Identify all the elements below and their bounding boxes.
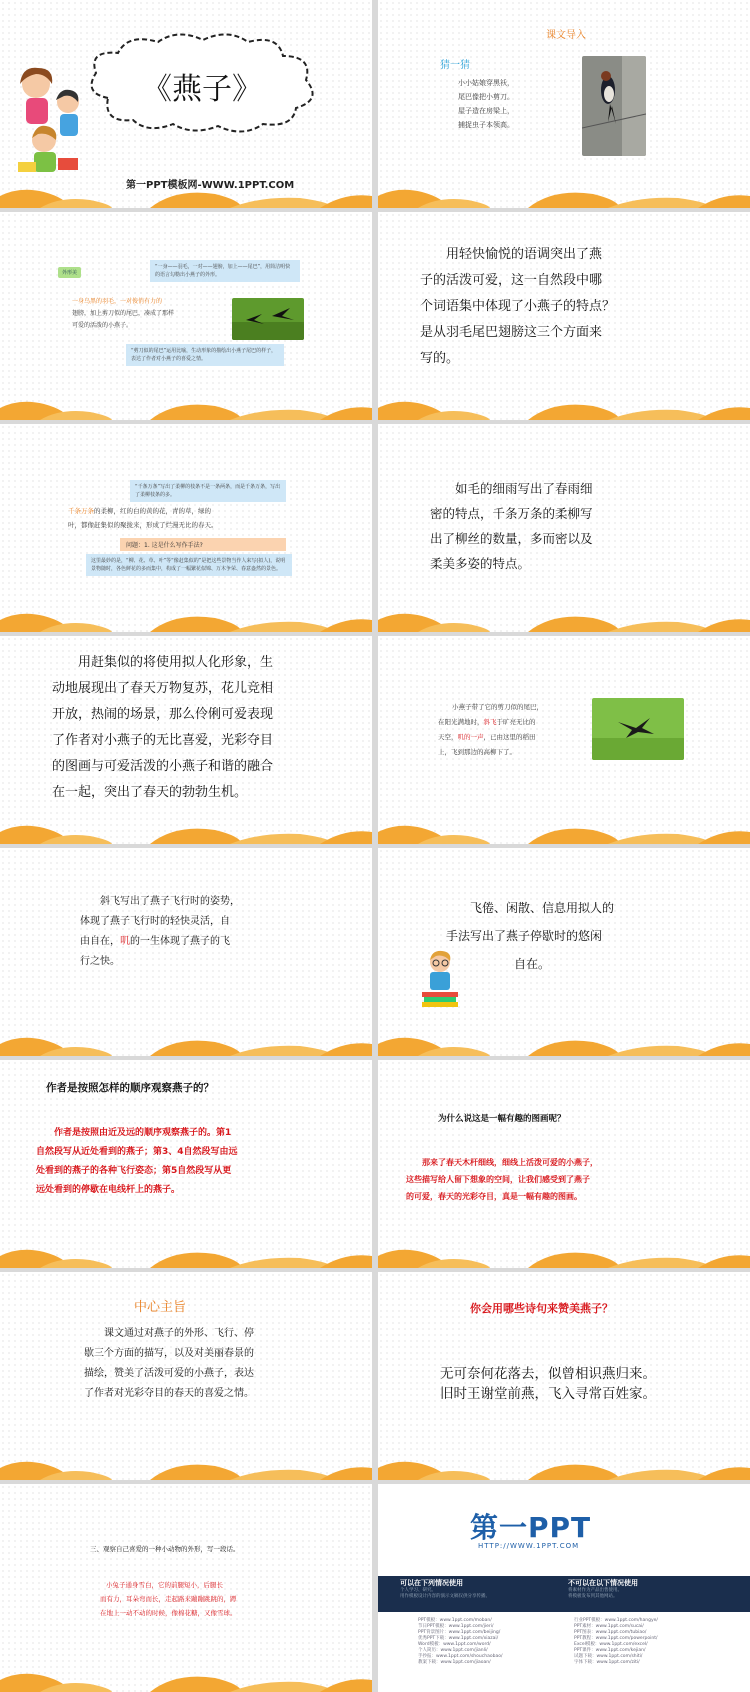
kids-reading-illustration — [8, 62, 88, 182]
decorative-hills — [0, 182, 372, 208]
text-line: 斜飞写出了燕子飞行时的姿势， — [100, 896, 240, 907]
answer-line: 这些描写给人留下想象的空间，让我们感受到了燕子 — [406, 1175, 590, 1184]
text-line: 行之快。 — [80, 956, 120, 967]
text-line: 是从羽毛尾巴翅膀这三个方面来 — [420, 325, 603, 340]
paragraph-line — [438, 715, 543, 730]
riddle-line: 捕捉虫子本领高。 — [458, 121, 514, 129]
link-item[interactable]: 个人简历：www.1ppt.com/jianli/ — [418, 1648, 488, 1653]
note-box: “千条万条”写出了柔柳的枝条不是一条两条，而是千条万条，写出了柔柳枝条的多。 — [130, 480, 286, 502]
paragraph — [438, 700, 543, 760]
text-line: 体现了燕子飞行时的轻快灵活，自 — [80, 916, 230, 927]
slide-16 — [378, 1484, 750, 1692]
answer-line: 处看到的燕子的各种飞行姿态；第5自然段写从更 — [36, 1166, 232, 1176]
paragraph-line: 而有力，耳朵弯而长，走起路来蹦蹦跳跳的，蹲 — [100, 1595, 237, 1603]
footer-text: 第一PPT模板网-WWW.1PPT.COM — [126, 180, 295, 191]
link-item[interactable]: Excel模板：www.1ppt.com/excel/ — [574, 1642, 648, 1647]
paragraph-line: 小兔子通身雪白，它的前腿短小，后腿长 — [106, 1581, 223, 1589]
paragraph-line — [438, 730, 543, 745]
text-span: 在阳光满地时， — [438, 718, 484, 726]
decorative-hills — [378, 394, 750, 420]
link-item[interactable]: PPT教程：www.1ppt.com/powerpoint/ — [574, 1636, 658, 1641]
answer-line: 自然段写从近处看到的燕子；第3、4自然段写由远 — [36, 1147, 238, 1157]
riddle-label: 猜一猜 — [440, 60, 470, 71]
link-item[interactable]: 手抄报：www.1ppt.com/shouchaobao/ — [418, 1654, 503, 1659]
note-box: 这里最妙的是，“柳、花、草、叶”等“像赶集似的”是把这些景物当作人来写(拟人)，说明景物随时，各色鲜花的多而集中，构成了一幅繁花似锦、万木争荣、春意盎然的景色。 — [86, 554, 292, 576]
slide-14 — [378, 1272, 750, 1480]
text-span: 由自在， — [80, 936, 120, 947]
slide-title: 《燕子》 — [142, 72, 262, 107]
slide-2 — [378, 0, 750, 208]
note-box: “一身——羽毛，一对——翅膀，加上——尾巴”，用简洁明快的语言勾勒出小燕子的外形。 — [150, 260, 300, 282]
text-line — [80, 932, 240, 952]
answer-line: 远处看到的停歇在电线杆上的燕子。 — [36, 1185, 181, 1195]
paragraph-line: 小燕子带了它的剪刀似的尾巴， — [452, 703, 543, 711]
riddle-line: 尾巴像把小剪刀。 — [458, 93, 514, 101]
text-span: 于旷亮无比的 — [496, 718, 536, 726]
body-text — [52, 650, 273, 806]
text-line: 描绘，赞美了活泼可爱的小燕子，表达 — [84, 1368, 254, 1379]
riddle-text — [458, 76, 514, 132]
decorative-hills — [0, 606, 372, 632]
boy-reading-illustration — [418, 948, 462, 1012]
link-item[interactable]: PPT背景图片：www.1ppt.com/beijing/ — [418, 1630, 501, 1635]
body-text — [84, 1324, 254, 1404]
link-item[interactable]: PPT素材：www.1ppt.com/sucai/ — [574, 1624, 644, 1629]
brand-url: HTTP://WWW.1PPT.COM — [478, 1542, 580, 1550]
question: 作者是按照怎样的顺序观察燕子的？ — [46, 1082, 214, 1094]
question: 为什么说这是一幅有趣的图画呢？ — [438, 1114, 566, 1124]
text-line: 如毛的细雨写出了春雨细 — [455, 481, 593, 496]
text-line: 动地展现出了春天万物复苏，花儿竞相 — [52, 681, 274, 696]
link-item[interactable]: 字体下载：www.1ppt.com/ziti/ — [574, 1660, 640, 1665]
swallow-photo — [582, 56, 646, 156]
decorative-hills — [378, 182, 750, 208]
decorative-hills — [378, 1454, 750, 1480]
link-item[interactable]: PPT课件：www.1ppt.com/kejian/ — [574, 1648, 646, 1653]
tag-label: 外形美 — [58, 267, 81, 278]
slide-15 — [0, 1484, 372, 1692]
text-line: 飞倦、闲散、信息用拟人的 — [470, 901, 615, 915]
text-line: 课文通过对燕子的外形、飞行、停 — [104, 1328, 254, 1339]
decorative-hills — [0, 1242, 372, 1268]
poem-line: 无可奈何花落去，似曾相识燕归来。 — [440, 1366, 656, 1382]
body-text — [80, 892, 240, 972]
riddle-line: 小小姑娘穿黑袄， — [458, 79, 514, 87]
link-item[interactable]: 教案下载：www.1ppt.com/jiaoan/ — [418, 1660, 491, 1665]
text-line: 的图画与可爱活泼的小燕子和谐的融合 — [52, 759, 274, 774]
paragraph-line: 翅膀，加上剪刀似的尾巴，凑成了那样 — [72, 310, 175, 317]
answer-line: 那来了春天木杆细线，细线上活泼可爱的小燕子， — [422, 1158, 598, 1167]
link-item[interactable]: 优秀PPT下载：www.1ppt.com/xiazai/ — [418, 1636, 499, 1641]
slide-4 — [378, 212, 750, 420]
question: 你会用哪些诗句来赞美燕子？ — [470, 1302, 613, 1315]
cannot-use-line: 将素材作为产品出售使用。 — [568, 1588, 622, 1593]
decorative-hills — [378, 1242, 750, 1268]
decorative-hills — [0, 1454, 372, 1480]
text-line: 个词语集中体现了小燕子的特点？ — [420, 299, 616, 314]
answer-line: 的可爱，春天的光彩夺目，真是一幅有趣的图画。 — [406, 1192, 582, 1201]
text-line: 出了柳丝的数量，多而密以及 — [430, 531, 593, 546]
answer — [36, 1124, 238, 1200]
text-line: 写的。 — [420, 351, 460, 366]
text-line: 开放，热闹的场景，那么伶俐可爱表现 — [52, 707, 274, 722]
body-text — [420, 242, 615, 372]
paragraph — [72, 296, 174, 332]
text-line: 子的活泼可爱，这一自然段中哪 — [420, 273, 603, 288]
answer-line: 作者是按照由近及远的顺序观察燕子的。第1 — [54, 1128, 232, 1138]
link-item[interactable]: 节日PPT模板：www.1ppt.com/jieri/ — [418, 1624, 494, 1629]
slide-6 — [378, 424, 750, 632]
cannot-use-title: 不可以在以下情况使用 — [568, 1579, 638, 1587]
decorative-hills — [378, 1030, 750, 1056]
text-line: 自在。 — [514, 957, 551, 971]
text-line: 了作者对小燕子的无比喜爱，光彩夺目 — [52, 733, 274, 748]
paragraph-rest: 的柔柳，红的白的黄的花，青的草，绿的 — [94, 507, 211, 515]
text-line: 用轻快愉悦的语调突出了燕 — [446, 247, 603, 262]
swallows-photo — [232, 298, 304, 340]
text-line: 用赶集似的将使用拟人化形象，生 — [78, 655, 274, 670]
slide-8 — [378, 636, 750, 844]
decorative-hills — [0, 1030, 372, 1056]
highlight: 叽的一声 — [457, 733, 484, 741]
decorative-hills — [0, 1666, 372, 1692]
body-text — [446, 894, 614, 978]
slide-3 — [0, 212, 372, 420]
slide-header: 中心主旨 — [134, 1300, 187, 1315]
paragraph-line — [68, 504, 218, 518]
text-line: 歇三个方面的描写，以及对美丽春景的 — [84, 1348, 254, 1359]
slide-10 — [378, 848, 750, 1056]
text-span: 的一生体现了燕子的飞 — [130, 936, 230, 947]
slide-5 — [0, 424, 372, 632]
cannot-use-column — [568, 1580, 638, 1600]
paragraph-line: 一身乌黑的羽毛，一对俊俏有力的 — [72, 298, 163, 305]
links-right — [574, 1618, 658, 1666]
paragraph — [68, 504, 218, 532]
text-line: 了作者对光彩夺目的春天的喜爱之情。 — [84, 1388, 254, 1399]
slide-header: 课文导入 — [546, 30, 586, 41]
poem — [440, 1364, 656, 1404]
answer — [406, 1154, 598, 1205]
body-text — [430, 476, 593, 576]
link-item[interactable]: Word模板：www.1ppt.com/word/ — [418, 1642, 491, 1647]
link-item[interactable]: 试题下载：www.1ppt.com/shiti/ — [574, 1654, 643, 1659]
paragraph-line: 可爱的活泼的小燕子。 — [72, 322, 133, 329]
paragraph — [100, 1578, 237, 1620]
link-item[interactable]: 行业PPT模板：www.1ppt.com/hangye/ — [574, 1618, 658, 1623]
slide-12 — [378, 1060, 750, 1268]
brand-logo: 第一PPT — [470, 1511, 592, 1544]
riddle-line: 屋子造在房梁上， — [458, 107, 514, 115]
can-use-line: 个人学习、研究。 — [400, 1588, 436, 1593]
slide-11 — [0, 1060, 372, 1268]
can-use-line: 用作模板设计内容的演示文稿仅供分享传播。 — [400, 1594, 490, 1599]
links-left — [418, 1618, 502, 1666]
decorative-hills — [378, 606, 750, 632]
highlight: 斜飞 — [483, 718, 497, 726]
slide-1 — [0, 0, 372, 208]
text-line: 在一起，突出了春天的勃勃生机。 — [52, 785, 248, 800]
poem-line: 旧时王谢堂前燕，飞入寻常百姓家。 — [440, 1386, 656, 1402]
paragraph-line: 叶，都像赶集似的聚拢来，形成了烂漫无比的春天。 — [68, 521, 218, 529]
highlight: 千条万条 — [68, 507, 94, 515]
text-line: 手法写出了燕子停歇时的悠闲 — [446, 929, 603, 943]
text-span: ，已由这里的稻田 — [483, 733, 536, 741]
text-span: 天空， — [438, 733, 458, 741]
question-box: 问题：1. 这是什么写作手法? — [120, 538, 286, 551]
slide-9 — [0, 848, 372, 1056]
link-item[interactable]: PPT图表：www.1ppt.com/tubiao/ — [574, 1630, 647, 1635]
cannot-use-line: 将模板发布到其他网站。 — [568, 1594, 618, 1599]
link-item[interactable]: PPT模板：www.1ppt.com/moban/ — [418, 1618, 492, 1623]
highlight: 叽 — [120, 936, 130, 947]
swallow-flying-photo — [592, 698, 684, 760]
decorative-hills — [0, 818, 372, 844]
slide-13 — [0, 1272, 372, 1480]
paragraph-line: 在地上一动不动的时候，像棉花糖，又像雪球。 — [100, 1609, 237, 1617]
text-line: 柔美多姿的特点。 — [430, 556, 531, 571]
can-use-title: 可以在下列情况使用 — [400, 1579, 463, 1587]
note-box: “剪刀似的尾巴”运用比喻，生动形象的描绘出小燕子尾巴的样子，表达了作者对小燕子的喜爱之情。 — [126, 344, 284, 366]
text-line: 密的特点，千条万条的柔柳写 — [430, 506, 593, 521]
decorative-hills — [378, 818, 750, 844]
slide-7 — [0, 636, 372, 844]
paragraph-line: 上，飞到那边的高柳下了。 — [438, 748, 516, 756]
task: 三、观察自己喜爱的一种小动物的外形，写一段话。 — [90, 1545, 240, 1553]
decorative-hills — [0, 394, 372, 420]
can-use-column — [400, 1580, 490, 1600]
